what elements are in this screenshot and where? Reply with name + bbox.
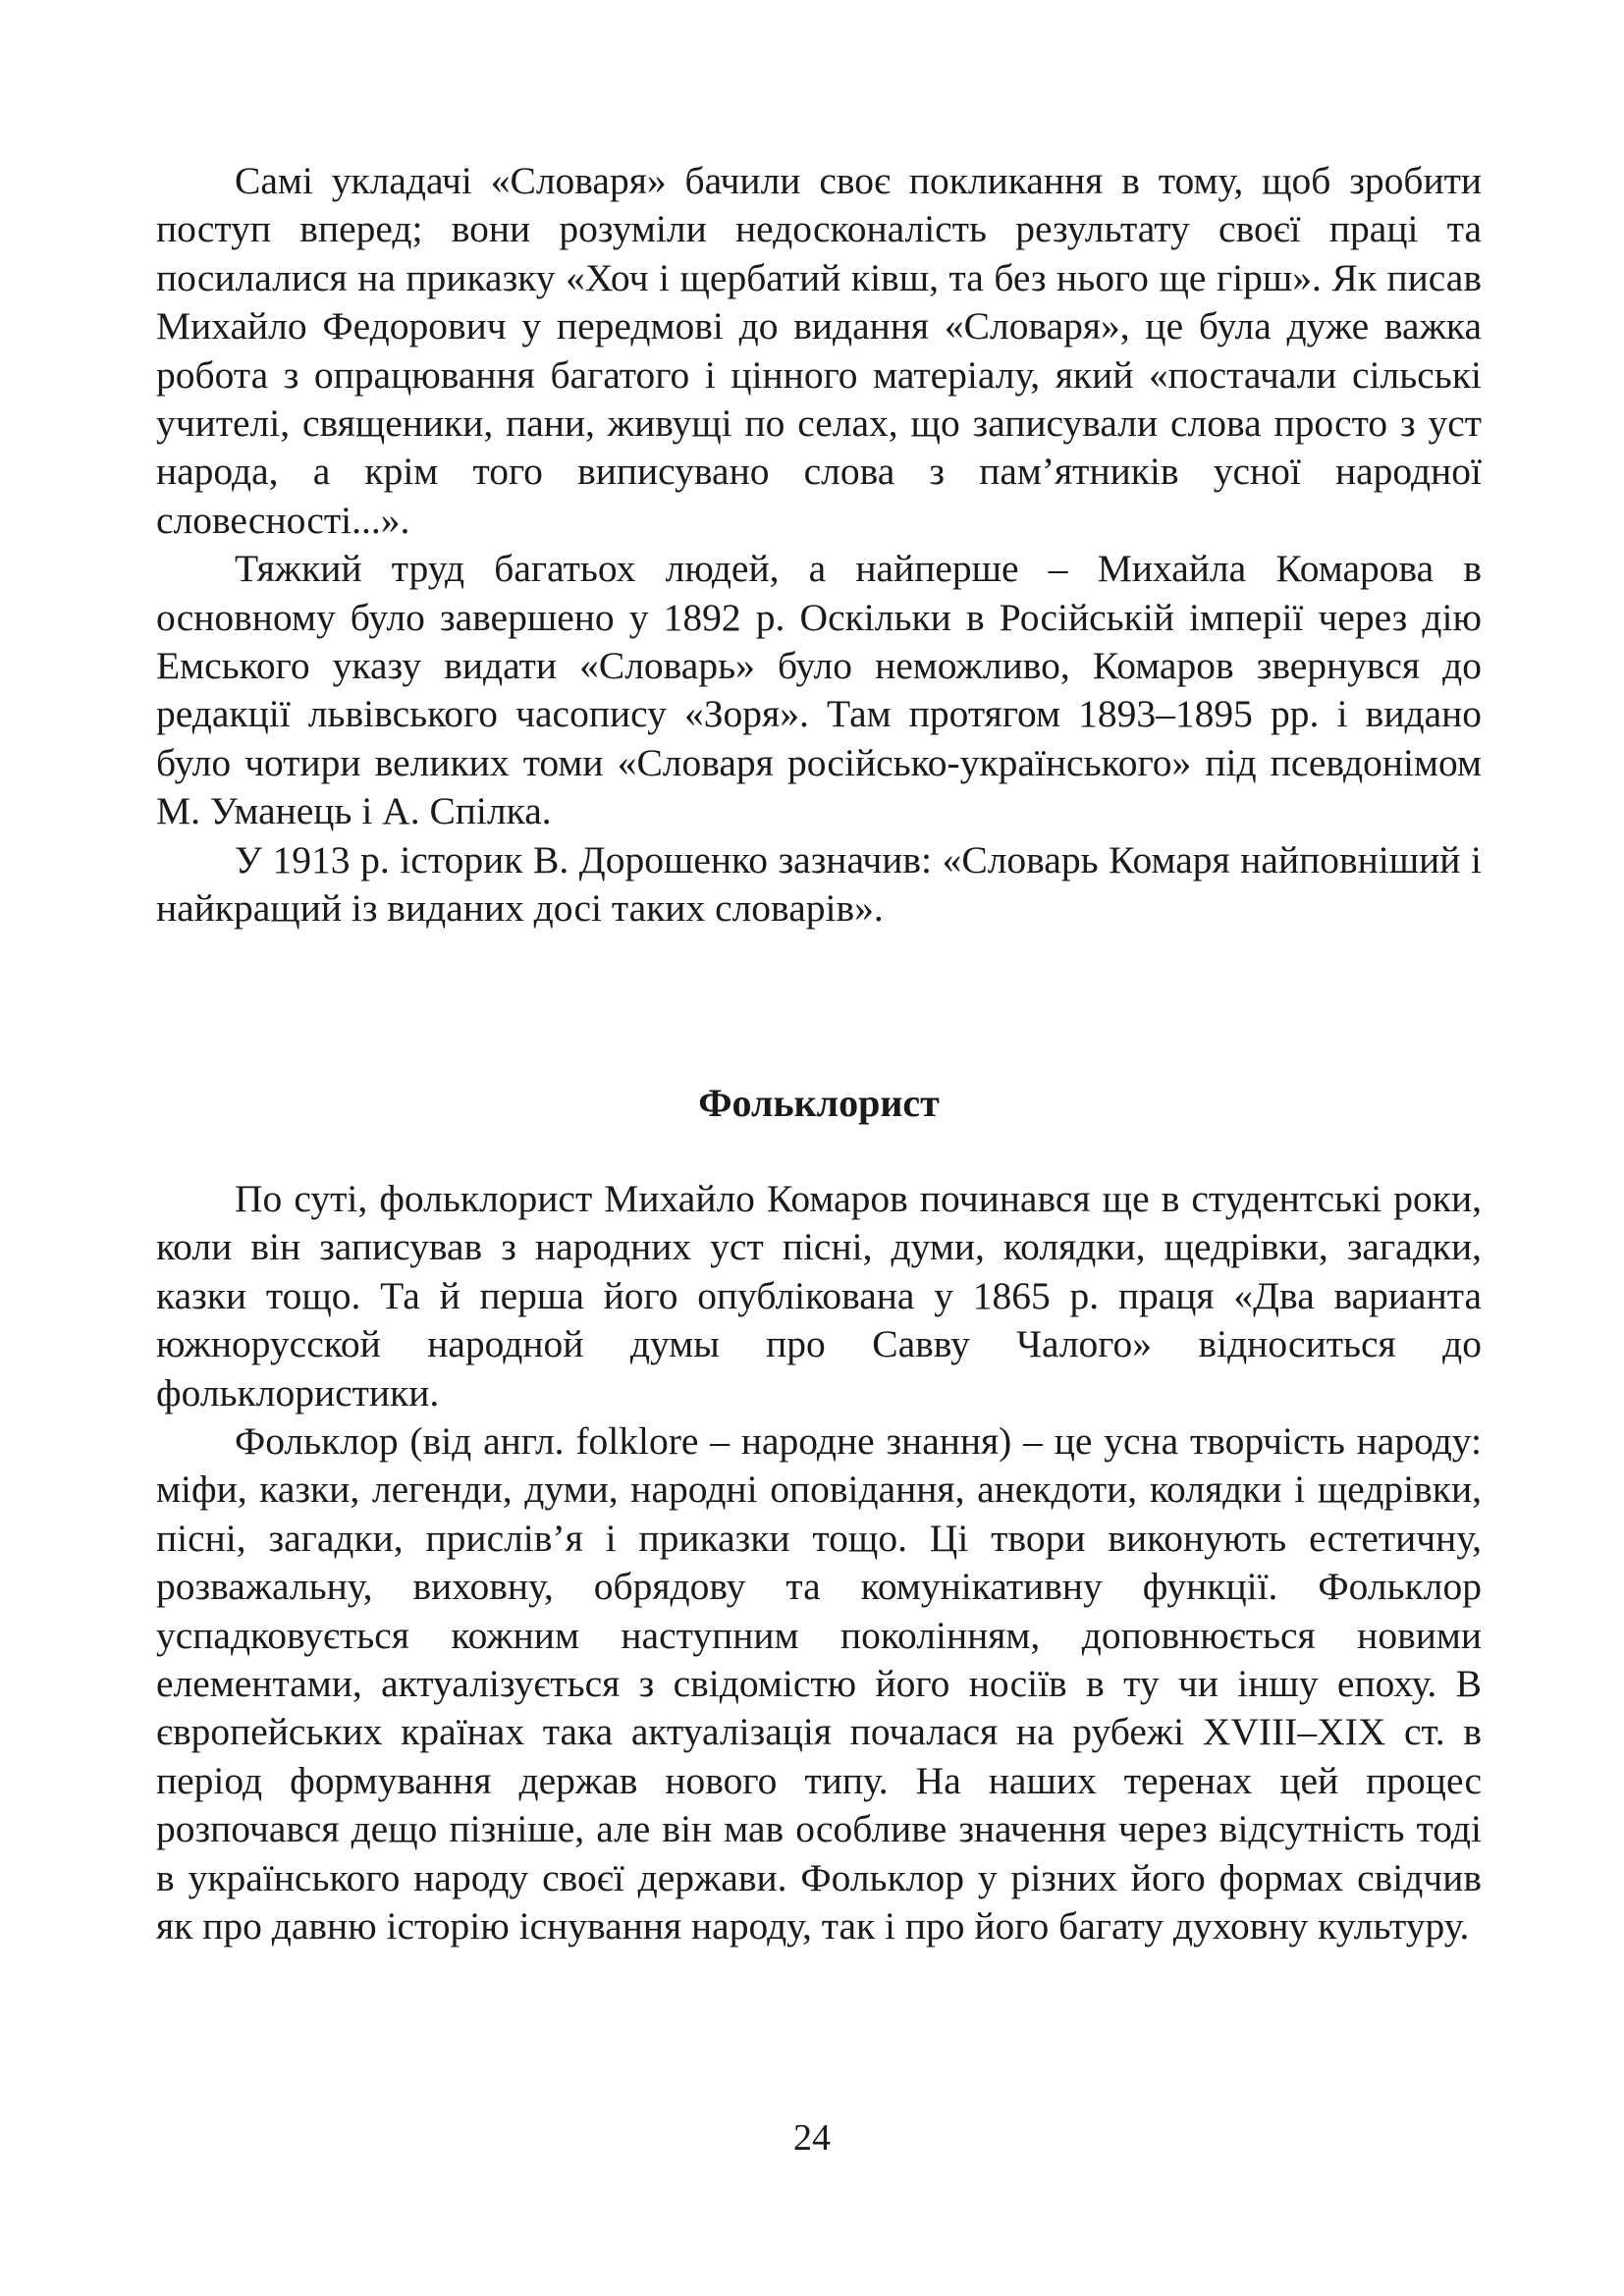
section-heading-folklorist: Фольклорист: [698, 1080, 940, 1125]
paragraph-folklore-definition: Фольклор (від англ. folklore – народне знання) – це усна творчість народу: міфи, казки, легенди, думи, народні оповідання, анекдоти, колядки і щедрівки, пісні, загадки, прислів’я і приказки тощо. Ці твори виконують естетичну, розважальну, виховну, обрядову та комунікативну функції. Фольклор успадковується кожним наступним поколінням, доповнюється новими елементами, актуалізується з свідомістю його носіїв в ту чи іншу епоху. В європейських країнах така актуалізація почалася на рубежі XVIII–XIX ст. в період формування держав нового типу. На наших теренах цей процес розпочався дещо пізніше, але він мав особливе значення через відсутність тоді в українського народу своєї держави. Фольклор у різних його формах свідчив як про давню історію існування народу, так і про його багату духовну культуру.: [156, 1418, 1482, 1948]
page-number: 24: [793, 2117, 831, 2159]
heading-spacer: [156, 1127, 1482, 1175]
paragraph-folklorist-origins: По суті, фольклорист Михайло Комаров починався ще в студентські роки, коли він записував з народних уст пісні, думи, колядки, щедрівки, загадки, казки тощо. Та й перша його опублікована у 1865 р. праця «Два варианта южнорусской народной думы про Савву Чалого» відноситься до фольклористики.: [156, 1176, 1482, 1415]
paragraph-dictionary-compilers: Самі укладачі «Словаря» бачили своє покликання в тому, щоб зробити поступ вперед; вони розуміли недосконалість результату своєї праці та посилалися на приказку «Хоч і щербатий ківш, та без нього ще гірш». Як писав Михайло Федорович у передмові до видання «Словаря», це була дуже важка робота з опрацювання багатого і цінного матеріалу, який «постачали сільські учителі, священики, пани, живущі по селах, що записували слова просто з уст народа, а крім того виписувано слова з пам’ятників усної народної словесності...».: [156, 159, 1482, 542]
section-spacer: [156, 934, 1482, 1079]
paragraph-komarov-work: Тяжкий труд багатьох людей, а найперше – Михайла Комарова в основному було завершено у 1892 р. Оскільки в Російській імперії через дію Емського указу видати «Словарь» було неможливо, Комаров звернувся до редакції львівського часопису «Зоря». Там протягом 1893–1895 рр. і видано було чотири великих томи «Словаря російсько-українського» під псевдонімом М. Уманець і А. Спілка.: [156, 547, 1482, 833]
paragraph-doroshenko-quote: У 1913 р. історик В. Дорошенко зазначив: «Словарь Комаря найповніший і найкращий із виданих досі таких словарів».: [156, 837, 1482, 931]
document-page: [156, 157, 1482, 1950]
